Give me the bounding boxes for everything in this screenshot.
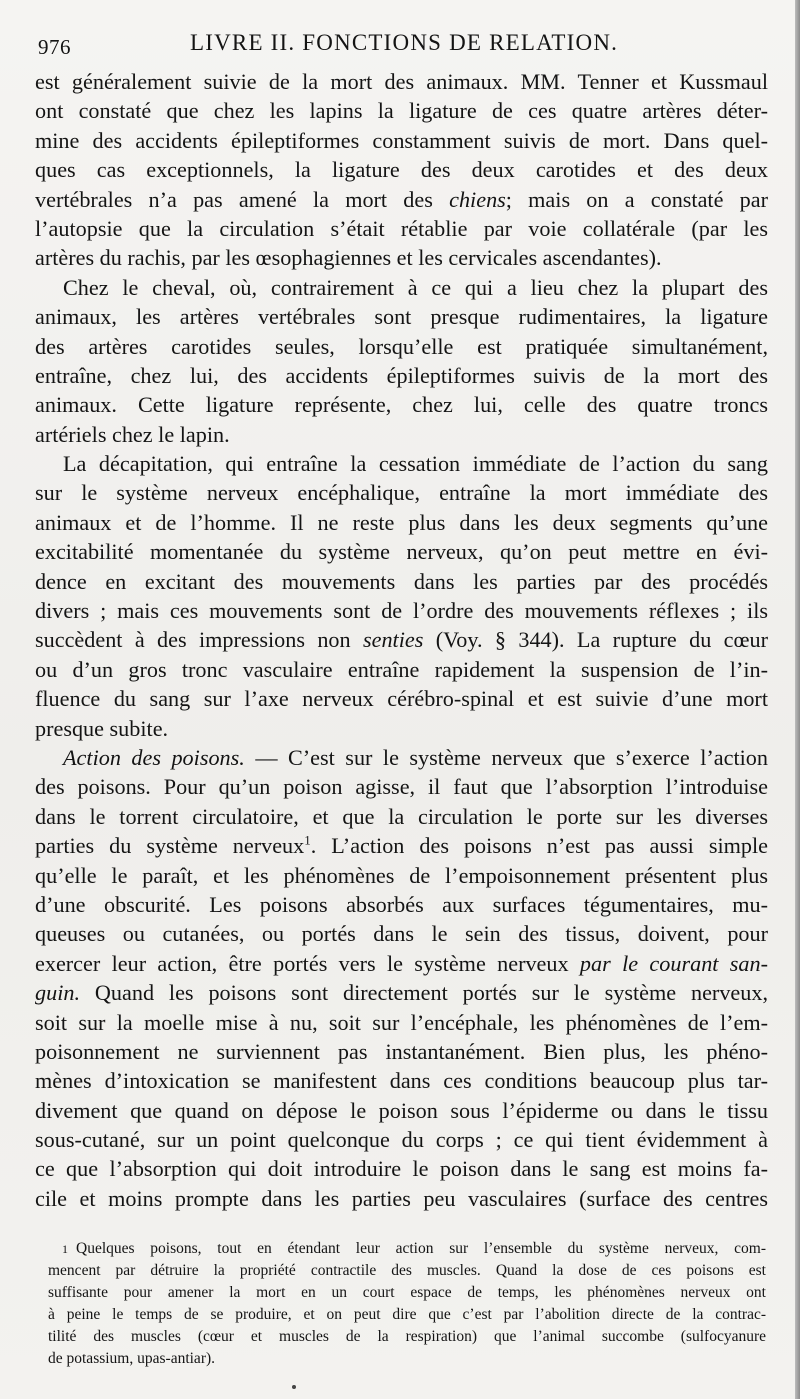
text-line: poisonnement ne surviennent pas instantanément. Bien plus, les phéno- — [35, 1038, 768, 1064]
text-line: fluence du sang sur l’axe nerveux cérébro-spinal et est suivie d’une mort — [35, 686, 768, 712]
italic-text: guin. — [35, 980, 80, 1006]
footnote — [48, 1238, 766, 1370]
page-edge-shadow — [795, 0, 800, 1399]
text-line: exercer leur action, être portés vers le système nerveux par le courant san- — [35, 950, 768, 976]
main-text — [35, 67, 768, 1213]
footnote-line: suffisante pour amener la mort en un court espace de temps, les phénomènes nerveux ont — [48, 1284, 766, 1301]
text-line: divers ; mais ces mouvements sont de l’ordre des mouvements réflexes ; ils — [35, 598, 768, 624]
running-head: LIVRE II. FONCTIONS DE RELATION. — [190, 30, 619, 55]
text-line: entraîne, chez lui, des accidents épileptiformes suivis de la mort des — [35, 362, 768, 388]
text-line: vertébrales n’a pas amené la mort des chiens; mais on a constaté par — [35, 186, 768, 212]
text-line: ont constaté que chez les lapins la ligature de ces quatre artères déter- — [35, 98, 768, 124]
text-line: presque subite. — [35, 715, 169, 741]
text-line: ou d’un gros tronc vasculaire entraîne rapidement la suspension de l’in- — [35, 656, 768, 682]
text-line: soit sur la moelle mise à nu, soit sur l’encéphale, les phénomènes de l’em- — [35, 1009, 768, 1035]
footnote-line: mencent par détruire la propriété contractile des muscles. Quand la dose de ces poisons est — [48, 1262, 766, 1279]
footnote-line: tilité des muscles (cœur et muscles de la respiration) que l’animal succombe (sulfocyanure — [48, 1328, 766, 1345]
text-line: ce que l’absorption qui doit introduire le poison dans le sang est moins fa- — [35, 1156, 768, 1182]
italic-text: Action des poisons. — [63, 744, 245, 770]
text-line: parties du système nerveux$^1$. L’action des poisons n’est pas aussi simple — [35, 832, 768, 859]
text-line: Action des poisons. — C’est sur le système nerveux que s’exerce l’action — [63, 744, 768, 770]
text-line: des artères carotides seules, lorsqu’elle est pratiquée simultanément, — [35, 333, 768, 359]
text-line: artériels chez le lapin. — [35, 421, 230, 447]
footnote-line: de potassium, upas-antiar). — [48, 1350, 216, 1367]
text-line: dence en excitant des mouvements dans les parties par des procédés — [35, 568, 768, 594]
page-number: 976 — [38, 35, 71, 59]
italic-text: senties — [362, 627, 424, 653]
text-line: mènes d’intoxication se manifestent dans ces conditions beaucoup plus tar- — [35, 1068, 768, 1094]
text-line: divement que quand on dépose le poison sous l’épiderme ou dans le tissu — [35, 1097, 768, 1123]
text-line: dans le torrent circulatoire, et que la circulation le porte sur les diverses — [35, 803, 768, 829]
text-line: excitabilité momentanée du système nerveux, qu’on peut mettre en évi- — [35, 539, 768, 565]
text-line: animaux. Cette ligature représente, chez lui, celle des quatre troncs — [35, 392, 768, 418]
text-line: cile et moins prompte dans les parties peu vasculaires (surface des centres — [35, 1185, 768, 1211]
text-line: artères du rachis, par les œsophagiennes et les cervicales ascendantes). — [35, 245, 662, 271]
text-line: animaux et de l’homme. Il ne reste plus dans les deux segments qu’une — [35, 509, 768, 535]
footnote-line — [48, 1238, 766, 1260]
text-line: ques cas exceptionnels, la ligature des deux carotides et des deux — [35, 157, 768, 183]
footnote-marker: 1 — [62, 1242, 68, 1256]
text-line: qu’elle le paraît, et les phénomènes de l’empoisonnement présentent plus — [35, 862, 768, 888]
text-line: animaux, les artères vertébrales sont presque rudimentaires, la ligature — [35, 304, 768, 330]
footnote-reference: 1 — [304, 832, 311, 848]
text-line: l’autopsie que la circulation s’était rétablie par voie collatérale (par les — [35, 215, 768, 241]
page-speck — [292, 1385, 296, 1389]
italic-text: par le courant san- — [579, 950, 768, 976]
text-line: La décapitation, qui entraîne la cessation immédiate de l’action du sang — [63, 451, 768, 477]
italic-text: chiens — [449, 186, 506, 212]
text-line: queuses ou cutanées, ou portés dans le sein des tissus, doivent, pour — [35, 921, 768, 947]
text-line: est généralement suivie de la mort des animaux. MM. Tenner et Kussmaul — [35, 69, 768, 94]
text-line: des poisons. Pour qu’un poison agisse, il faut que l’absorption l’introduise — [35, 774, 768, 800]
footnote-line: à peine le temps de se produire, et on peut dire que c’est par l’abolition directe de la contrac- — [48, 1306, 766, 1323]
text-line: mine des accidents épileptiformes constamment suivis de mort. Dans quel- — [35, 127, 768, 153]
footnote-text: Quelques poisons, tout en étendant leur action sur l’ensemble du système nerveux, com- — [76, 1240, 766, 1257]
text-line: guin. Quand les poisons sont directement portés sur le système nerveux, — [35, 980, 768, 1006]
text-line: succèdent à des impressions non senties (Voy. § 344). La rupture du cœur — [35, 627, 769, 653]
text-line: sur le système nerveux encéphalique, entraîne la mort immédiate des — [35, 480, 768, 506]
page-header — [38, 28, 758, 62]
text-line: d’une obscurité. Les poisons absorbés aux surfaces tégumentaires, mu- — [35, 891, 768, 917]
text-line: Chez le cheval, où, contrairement à ce qui a lieu chez la plupart des — [63, 274, 768, 300]
text-line: sous-cutané, sur un point quelconque du corps ; ce qui tient évidemment à — [35, 1127, 768, 1153]
